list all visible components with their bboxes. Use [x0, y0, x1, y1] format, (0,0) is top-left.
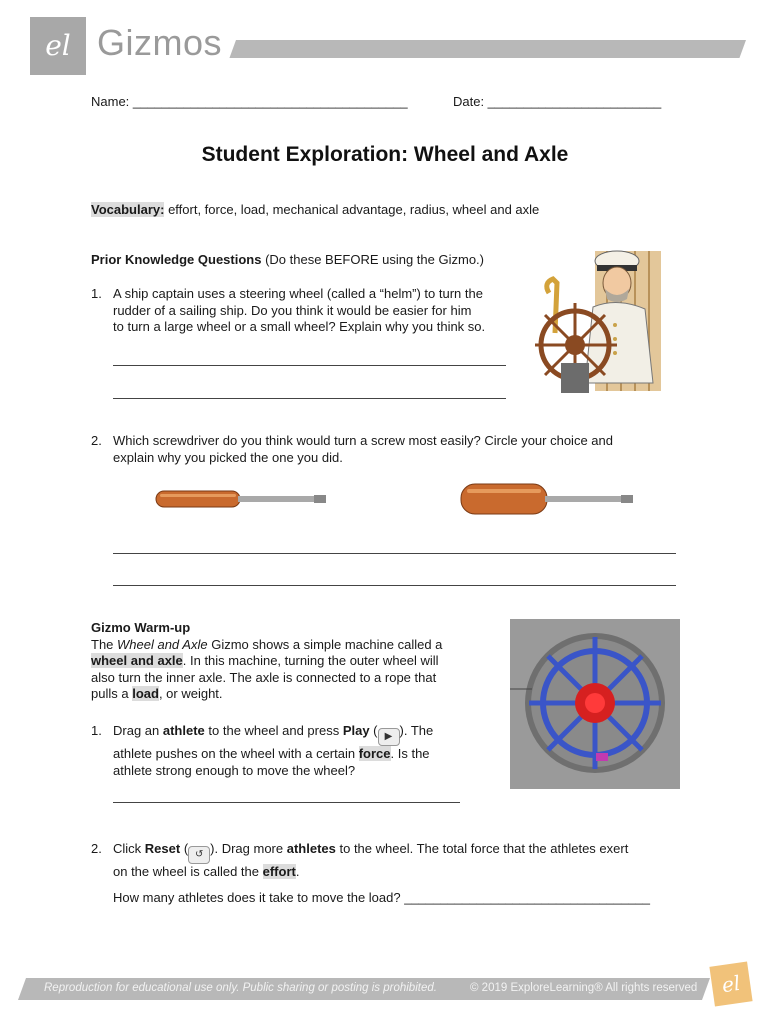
- warmup-q2-line: [113, 841, 693, 864]
- question-1-line: rudder of a sailing ship. Do you think it would be easier for him: [113, 302, 472, 318]
- date-field[interactable]: Date: ________________________: [453, 94, 662, 109]
- text: (: [180, 841, 189, 856]
- text: to the wheel. The total force that the athletes exert: [335, 841, 629, 856]
- reset-term: Reset: [144, 841, 181, 856]
- text: (: [369, 723, 378, 738]
- answer-line[interactable]: [113, 398, 506, 399]
- question-2-text: [113, 433, 613, 466]
- warmup-q2-text: [113, 841, 693, 881]
- question-1-number: 1.: [91, 286, 102, 301]
- warmup-q1-line: [113, 746, 473, 763]
- text: to the wheel and press: [204, 723, 343, 738]
- question-2-line: explain why you picked the one you did.: [113, 449, 343, 465]
- warmup-q1-text: [113, 723, 473, 779]
- answer-line[interactable]: [113, 365, 506, 366]
- text: . Is the: [390, 746, 430, 761]
- wheel-and-axle-gizmo-image: [510, 619, 680, 789]
- question-1-line: to turn a large wheel or a small wheel? Explain why you think so.: [113, 319, 486, 334]
- header-bar: [229, 40, 746, 58]
- text: .: [295, 864, 300, 879]
- warmup-line: [91, 686, 481, 703]
- answer-line[interactable]: [113, 802, 460, 803]
- explorelearning-logo: el: [709, 962, 752, 1007]
- name-field[interactable]: Name: ______________________________________: [91, 94, 408, 109]
- warmup-q1-line: [113, 723, 473, 746]
- thin-screwdriver[interactable]: [150, 485, 330, 515]
- question-1-text: [113, 286, 485, 336]
- logo-mark: el: [45, 29, 71, 62]
- warmup-line: [91, 653, 481, 670]
- text: ). The: [399, 723, 434, 738]
- text: Gizmo shows a simple machine called a: [207, 636, 443, 652]
- text: Drag an: [113, 723, 163, 738]
- text: The: [91, 636, 118, 652]
- footer-notice: Reproduction for educational use only. Public sharing or posting is prohibited.: [44, 982, 437, 994]
- page-title: Student Exploration: Wheel and Axle: [201, 143, 569, 166]
- vocabulary-terms: effort, force, load, mechanical advantage, radius, wheel and axle: [164, 202, 540, 217]
- answer-line[interactable]: [113, 553, 676, 554]
- text: athlete pushes on the wheel with a certain: [113, 746, 359, 761]
- ship-captain-illustration: [535, 243, 665, 395]
- text: . In this machine, turning the outer wheel will: [182, 653, 439, 668]
- vocabulary-label: Vocabulary:: [91, 202, 165, 217]
- text: , or weight.: [158, 686, 223, 701]
- vocab-term: force: [358, 746, 391, 761]
- prior-heading-title: Prior Knowledge Questions: [91, 252, 262, 267]
- vocab-term: effort: [262, 864, 296, 879]
- brand-name: Gizmos: [97, 22, 223, 63]
- warmup-line: [91, 637, 481, 654]
- question-2-number: 2.: [91, 433, 102, 448]
- question-2-line: Which screwdriver do you think would turn a screw most easily? Circle your choice and: [113, 433, 613, 448]
- warmup-q2-line: [113, 864, 693, 881]
- vocab-term: load: [132, 686, 159, 701]
- warmup-section: [91, 620, 481, 703]
- text: Click: [113, 841, 145, 856]
- question-1-line: A ship captain uses a steering wheel (called a “helm”) to turn the: [113, 286, 483, 301]
- text: pulls a: [91, 686, 133, 701]
- play-term: Play: [342, 723, 370, 738]
- warmup-q2-number: 2.: [91, 841, 102, 856]
- answer-line[interactable]: [113, 585, 676, 586]
- play-icon[interactable]: ▶: [378, 728, 400, 746]
- warmup-q1-number: 1.: [91, 723, 102, 738]
- reset-icon[interactable]: ↺: [188, 846, 210, 864]
- athlete-term: athlete: [162, 723, 205, 738]
- thick-screwdriver[interactable]: [455, 480, 640, 520]
- athletes-term: athletes: [286, 841, 336, 856]
- footer-copyright: © 2019 ExploreLearning® All rights reserved: [470, 982, 698, 994]
- text: on the wheel is called the: [113, 864, 263, 879]
- vocabulary: [91, 202, 539, 219]
- warmup-q1-line: athlete strong enough to move the wheel?: [113, 762, 356, 778]
- text: ). Drag more: [210, 841, 287, 856]
- gizmos-logo: [30, 17, 86, 75]
- gizmo-name: Wheel and Axle: [117, 636, 208, 652]
- prior-heading-note: (Do these BEFORE using the Gizmo.): [261, 252, 484, 267]
- warmup-q2-question[interactable]: How many athletes does it take to move the load? __________________________________: [113, 890, 651, 905]
- prior-knowledge-heading: [91, 252, 484, 269]
- vocab-term: wheel and axle: [91, 653, 183, 668]
- warmup-heading: Gizmo Warm-up: [91, 620, 191, 635]
- warmup-line: also turn the inner axle. The axle is connected to a rope that: [91, 669, 437, 685]
